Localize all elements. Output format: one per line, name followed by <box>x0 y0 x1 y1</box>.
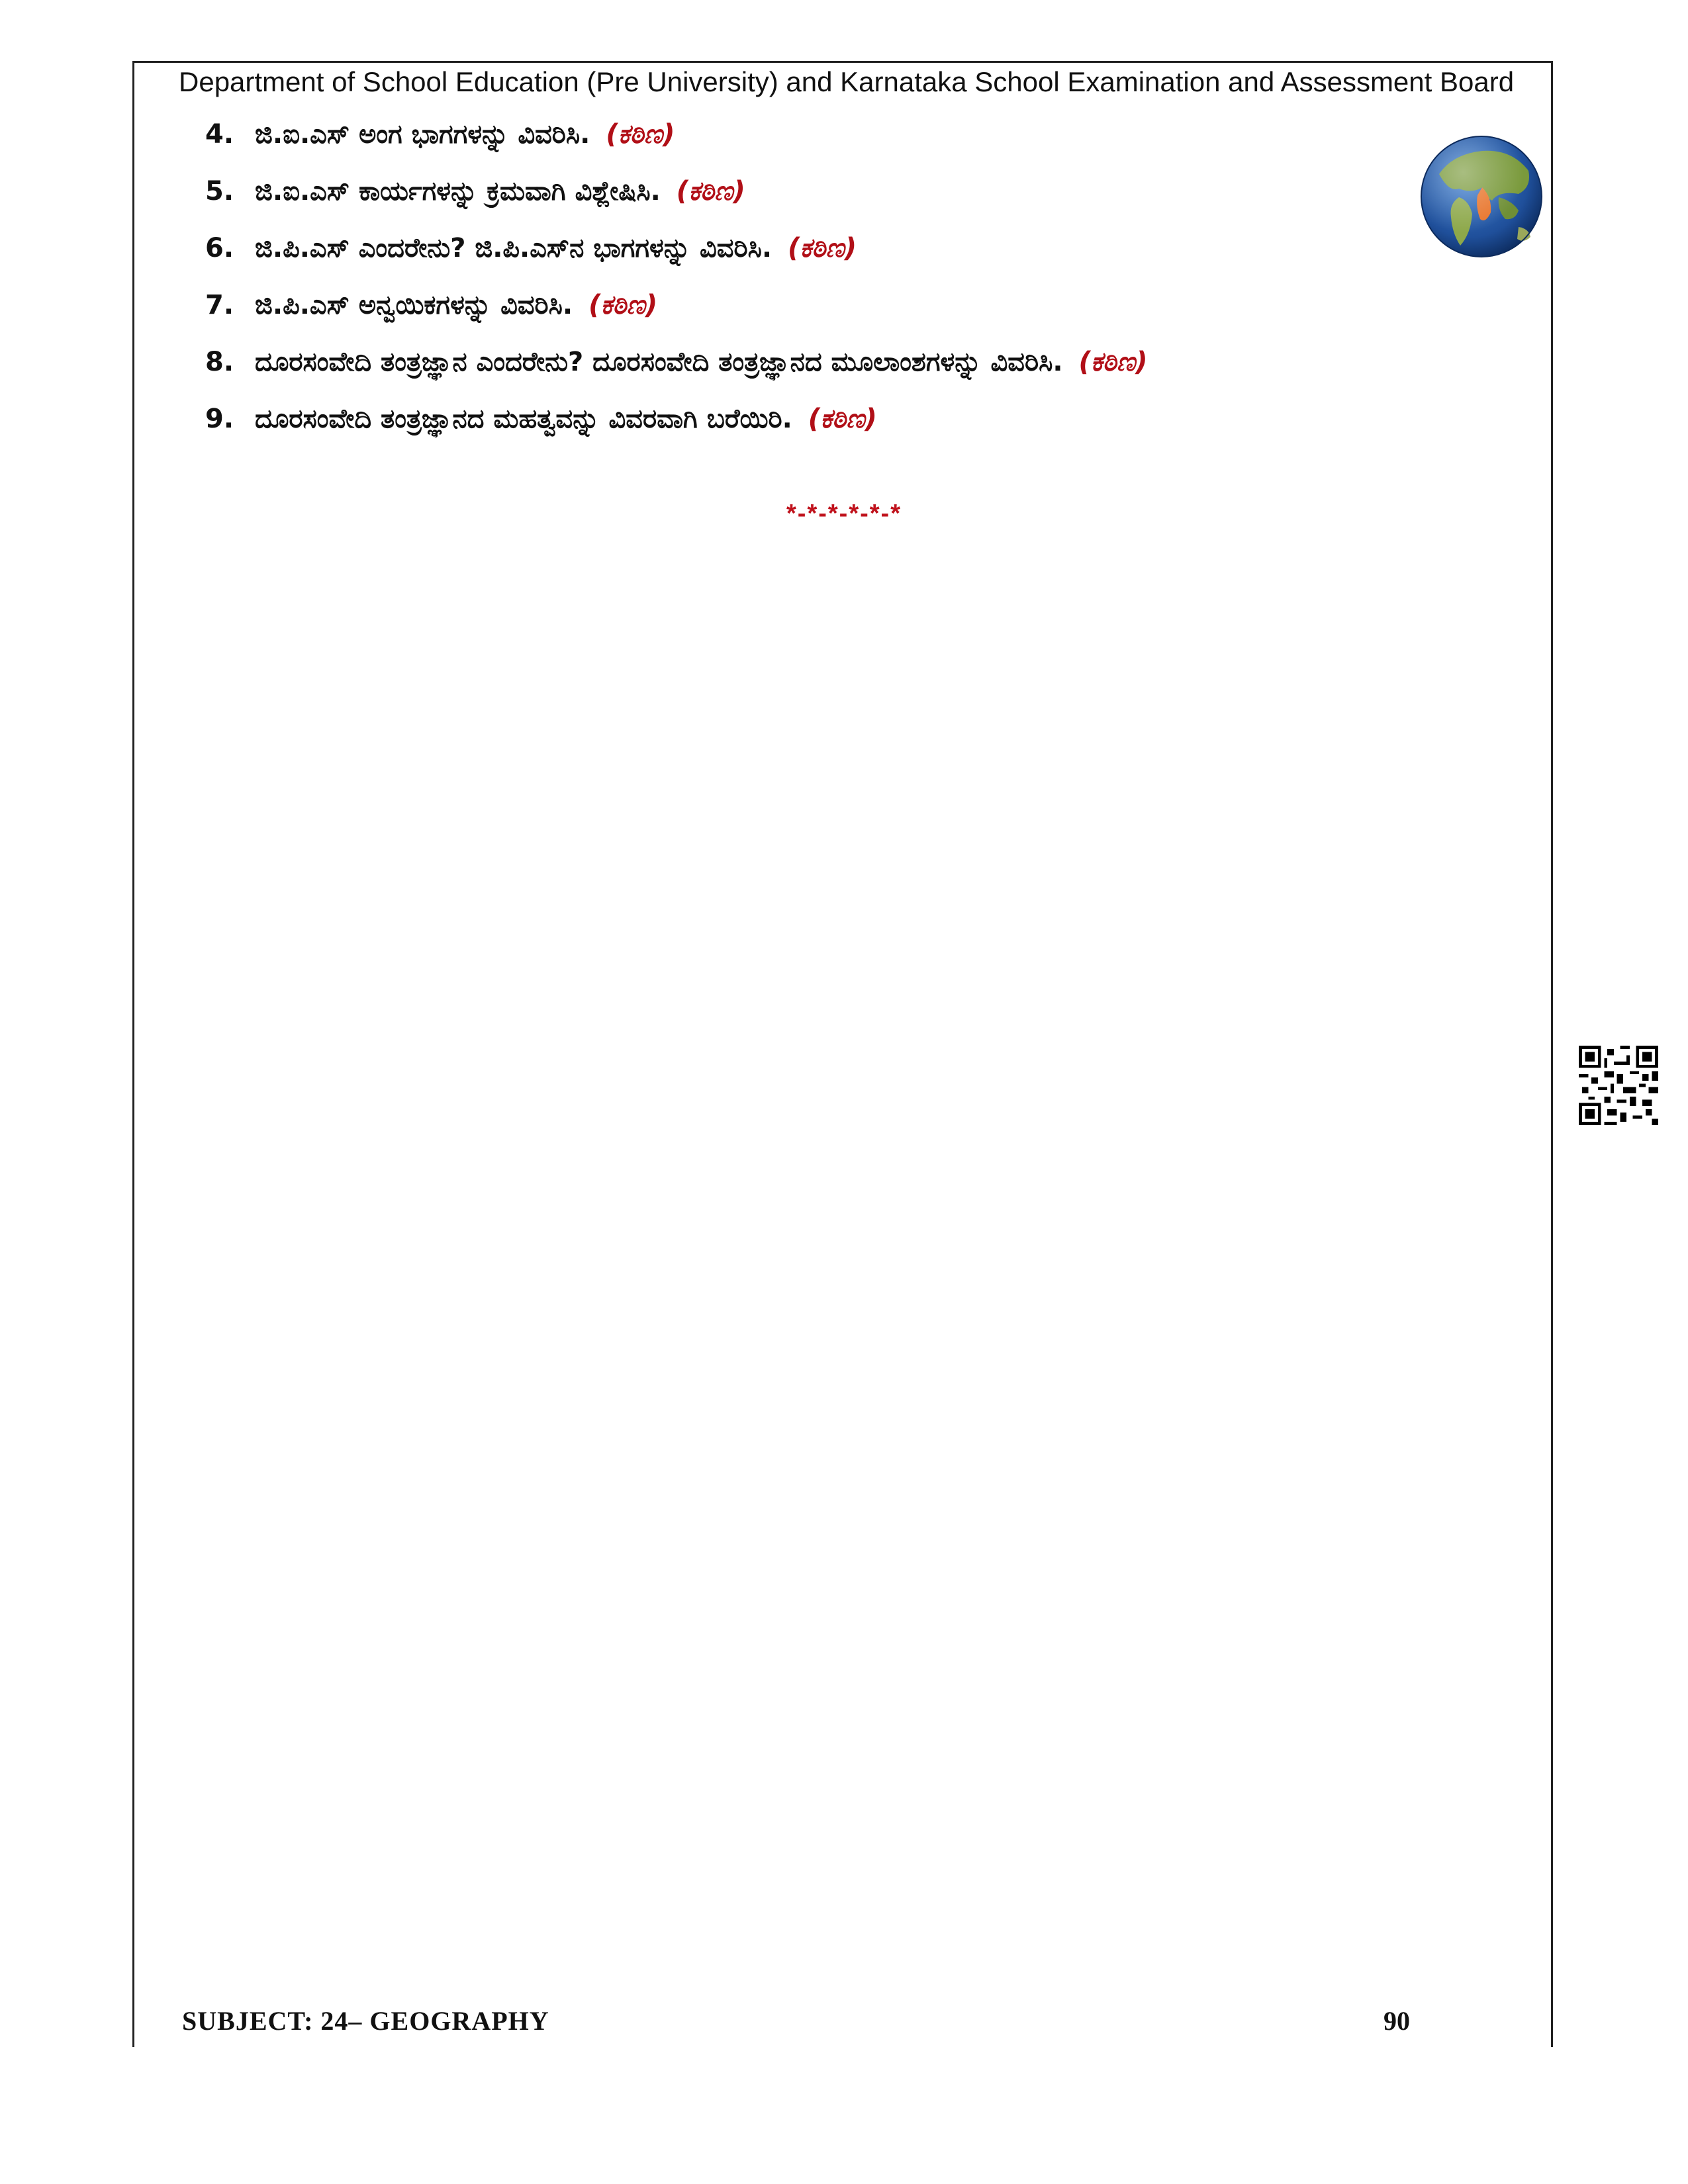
question-item <box>199 390 1456 447</box>
question-list <box>199 106 1456 447</box>
difficulty-label: (ಕಠಿಣ) <box>787 233 857 263</box>
footer-subject: SUBJECT: 24– GEOGRAPHY <box>182 2006 549 2036</box>
question-text: ಜಿ.ಐ.ಎಸ್ ಅಂಗ ಭಾಗಗಳನ್ನು ವಿವರಿಸಿ. <box>255 119 590 150</box>
question-number: 5. <box>205 176 234 206</box>
question-item <box>199 277 1456 334</box>
page-number: 90 <box>1383 2006 1410 2036</box>
question-item <box>199 106 1456 163</box>
question-text: ಜಿ.ಐ.ಎಸ್ ಕಾರ್ಯಗಳನ್ನು ಕ್ರಮವಾಗಿ ವಿಶ್ಲೇಷಿಸಿ. <box>255 176 661 206</box>
qr-code-icon[interactable] <box>1579 1046 1658 1125</box>
difficulty-label: (ಕಠಿಣ) <box>1078 347 1148 377</box>
question-item <box>199 163 1456 220</box>
question-number: 6. <box>205 233 234 263</box>
question-number: 4. <box>205 119 234 150</box>
difficulty-label: (ಕಠಿಣ) <box>588 290 658 320</box>
difficulty-label: (ಕಠಿಣ) <box>808 404 877 434</box>
question-text: ಜಿ.ಪಿ.ಎಸ್ ಅನ್ವಯಿಕಗಳನ್ನು ವಿವರಿಸಿ. <box>255 290 573 320</box>
difficulty-label: (ಕಠಿಣ) <box>606 119 675 150</box>
question-item <box>199 220 1456 277</box>
page-header: Department of School Education (Pre University) and Karnataka School Examination and Assessment Board <box>179 66 1515 97</box>
difficulty-label: (ಕಠಿಣ) <box>676 176 745 206</box>
question-number: 9. <box>205 404 234 434</box>
question-item <box>199 334 1456 390</box>
question-text: ದೂರಸಂವೇದಿ ತಂತ್ರಜ್ಞಾನದ ಮಹತ್ವವನ್ನು ವಿವರವಾಗಿ ಬರೆಯಿರಿ. <box>255 404 792 434</box>
question-text: ದೂರಸಂವೇದಿ ತಂತ್ರಜ್ಞಾನ ಎಂದರೇನು? ದೂರಸಂವೇದಿ ತಂತ್ರಜ್ಞಾನದ ಮೂಲಾಂಶಗಳನ್ನು ವಿವರಿಸಿ. <box>255 347 1063 377</box>
section-separator: *-*-*-*-*-* <box>786 500 902 527</box>
question-text: ಜಿ.ಪಿ.ಎಸ್ ಎಂದರೇನು? ಜಿ.ಪಿ.ಎಸ್‌ನ ಭಾಗಗಳನ್ನು ವಿವರಿಸಿ. <box>255 233 773 263</box>
question-number: 8. <box>205 347 234 377</box>
question-number: 7. <box>205 290 234 320</box>
